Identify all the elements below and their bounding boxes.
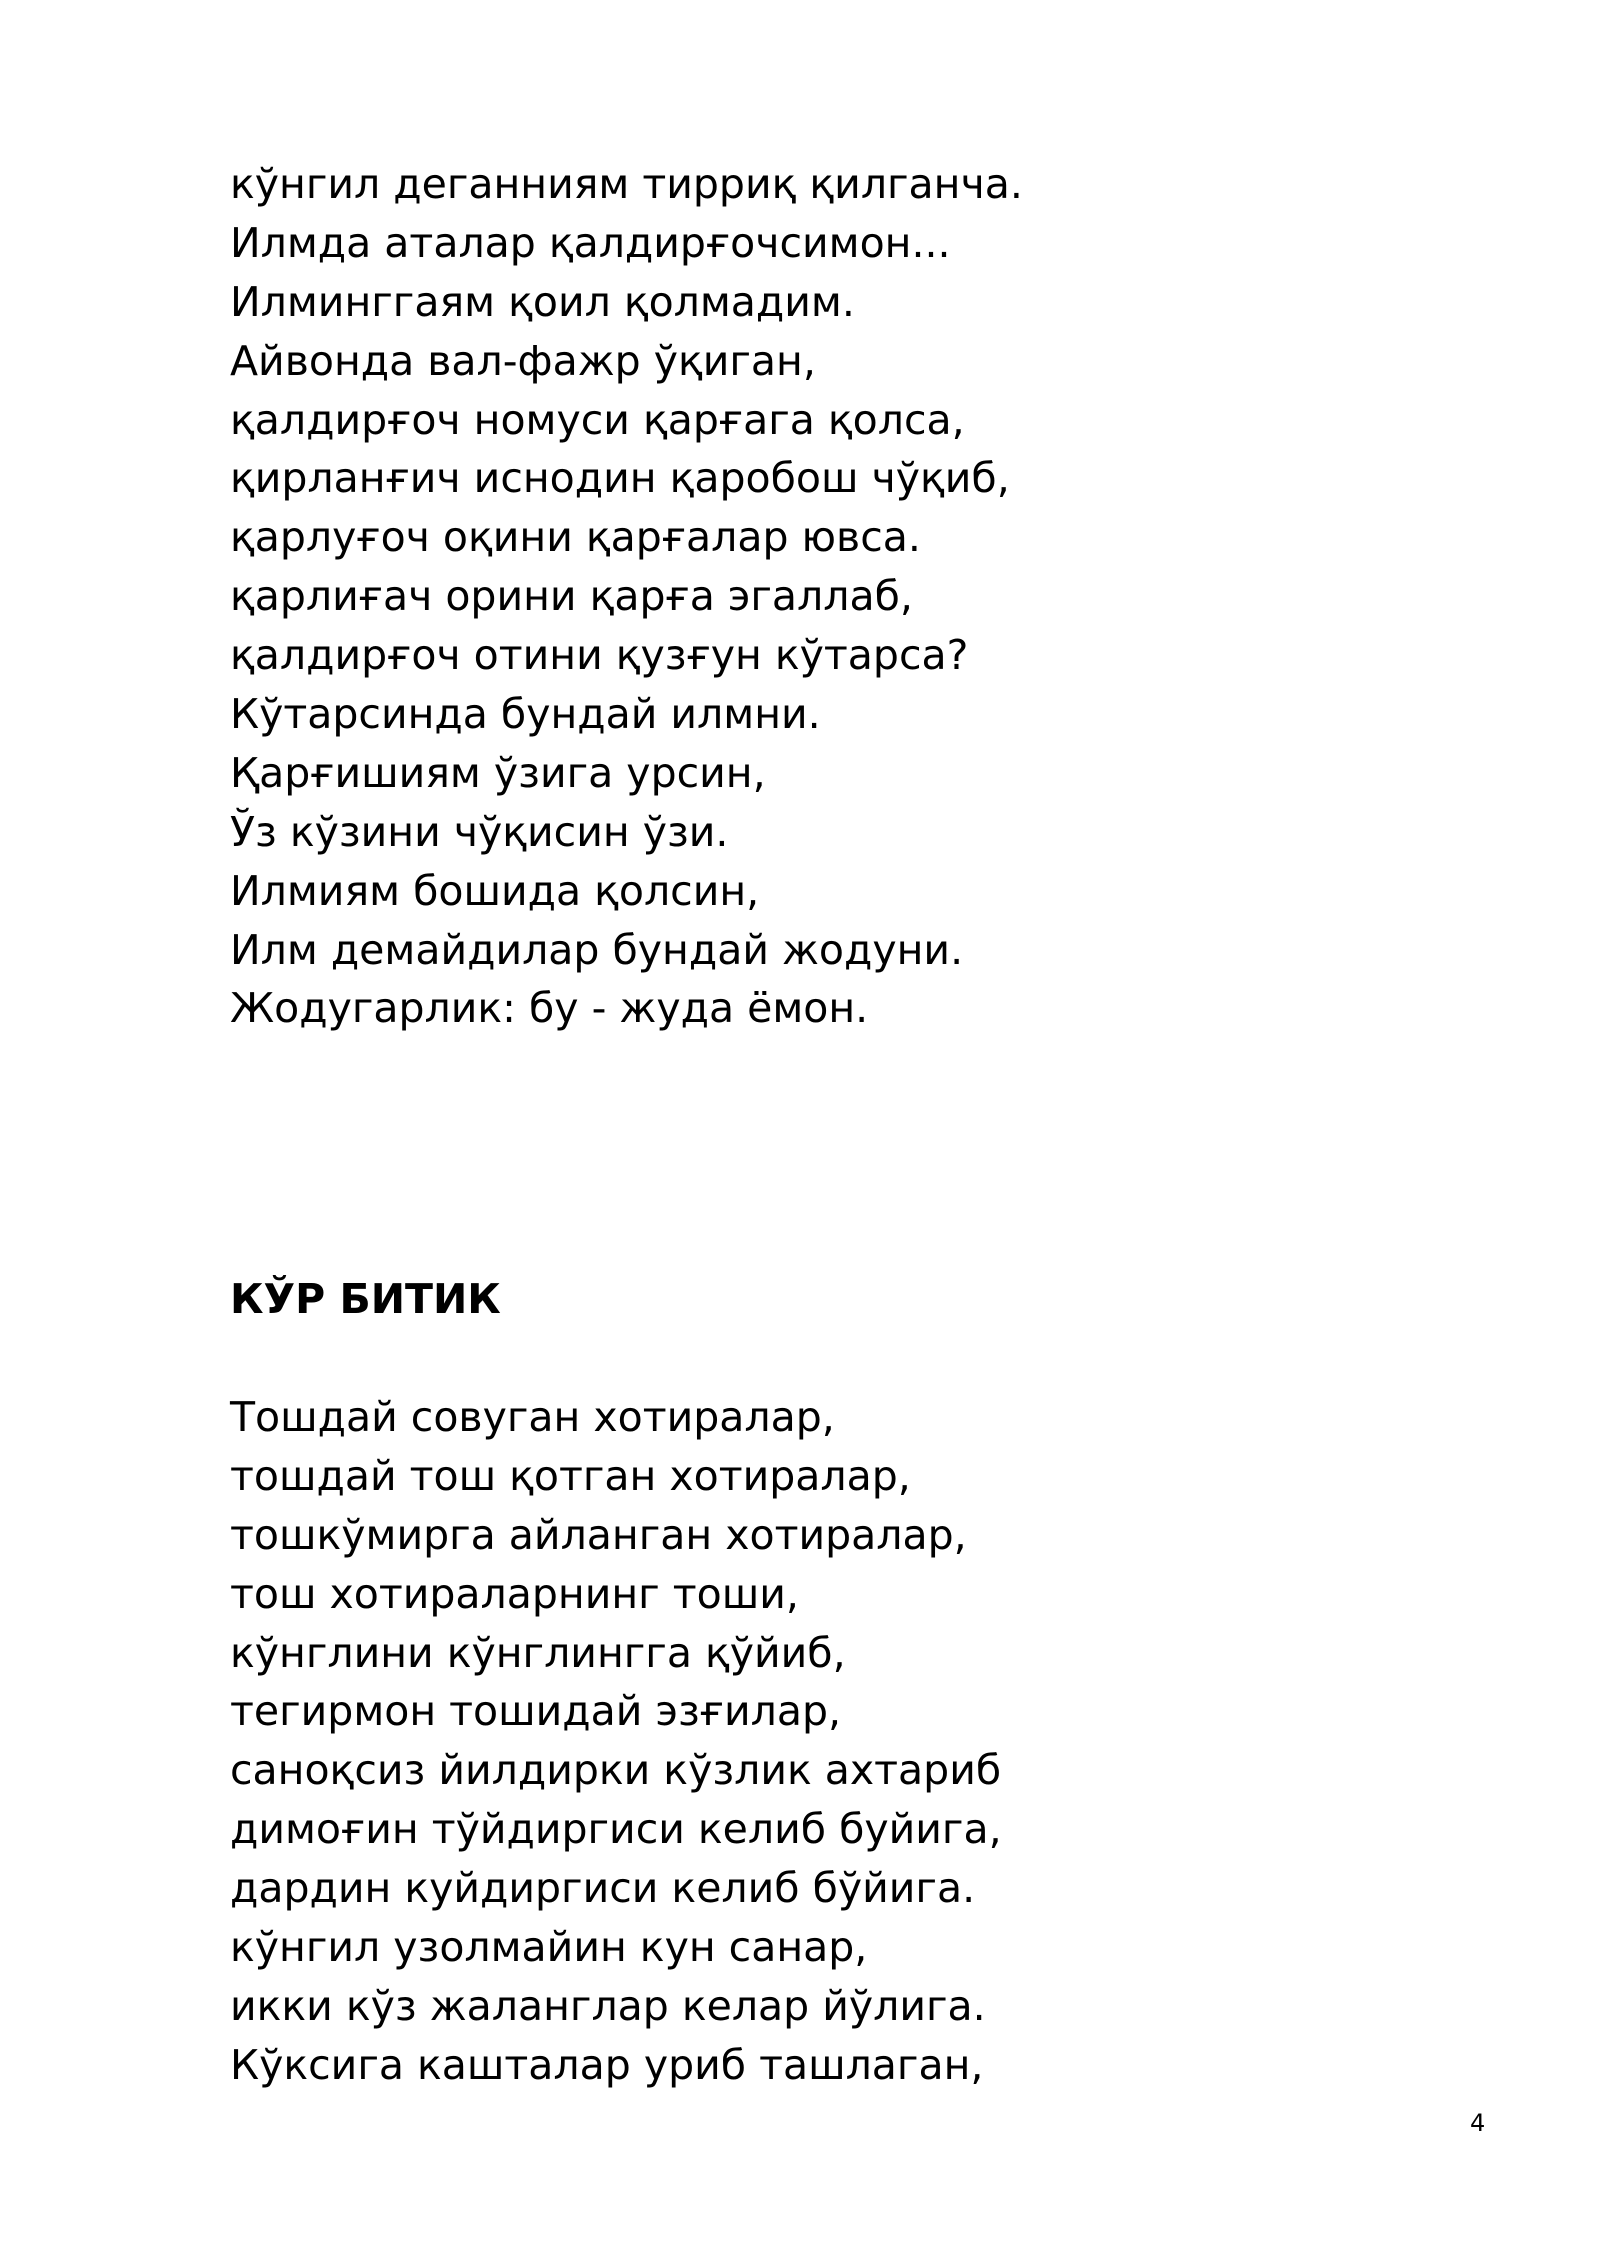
poem-line: қарлиғач орини қарға эгаллаб, — [230, 572, 913, 621]
poem-title: КЎР БИТИК — [230, 1275, 501, 1323]
poem-line: кўнглини кўнглингга қўйиб, — [230, 1628, 846, 1677]
poem-line: тегирмон тошидай эзғилар, — [230, 1687, 841, 1736]
poem-line: тош хотираларнинг тоши, — [230, 1569, 799, 1618]
poem-line: кўнгил деганниям тирриқ қилганча. — [230, 160, 1023, 208]
poem-line: саноқсиз йилдирки кўзлик ахтариб — [230, 1746, 1002, 1795]
poem-line: Кўтарсинда бундай илмни. — [230, 690, 821, 739]
poem-line: Кўксига кашталар уриб ташлаган, — [230, 2040, 984, 2089]
poem-line: қарлуғоч оқини қарғалар ювса. — [230, 513, 921, 562]
poem-line: икки кўз жаланглар келар йўлига. — [230, 1981, 986, 2030]
poem-line: қалдирғоч номуси қарғага қолса, — [230, 395, 965, 444]
poem-line: димоғин тўйдиргиси келиб буйига, — [230, 1805, 1002, 1854]
poem-line: қирланғич иснодин қаробош чўқиб, — [230, 454, 1010, 503]
poem-line: Илм демайдилар бундай жодуни. — [230, 925, 964, 974]
poem-line: Жодугарлик: бу - жуда ёмон. — [230, 984, 869, 1033]
poem-line: кўнгил узолмайин кун санар, — [230, 1923, 868, 1972]
poem-line: Илминггаям қоил қолмадим. — [230, 277, 855, 326]
poem-line: Илмиям бошида қолсин, — [230, 866, 760, 915]
poem-line: тошкўмирга айланган хотиралар, — [230, 1510, 967, 1559]
poem-line: қалдирғоч отини қузғун кўтарса? — [230, 631, 969, 680]
page-number: 4 — [1470, 2109, 1486, 2137]
poem-line: Тошдай совуган хотиралар, — [230, 1393, 835, 1441]
poem-line: тошдай тош қотган хотиралар, — [230, 1451, 911, 1500]
poem-line: Айвонда вал-фажр ўқиган, — [230, 336, 816, 385]
poem-line: Ўз кўзини чўқисин ўзи. — [230, 807, 729, 856]
poem-stanza — [230, 1388, 1002, 2095]
poem-line: Илмда аталар қалдирғочсимон... — [230, 218, 951, 267]
poem-line: дардин куйдиргиси келиб бўйига. — [230, 1864, 976, 1913]
poem-line: Қарғишиям ўзига урсин, — [230, 748, 766, 797]
poem-continuation-stanza — [230, 155, 1023, 1038]
